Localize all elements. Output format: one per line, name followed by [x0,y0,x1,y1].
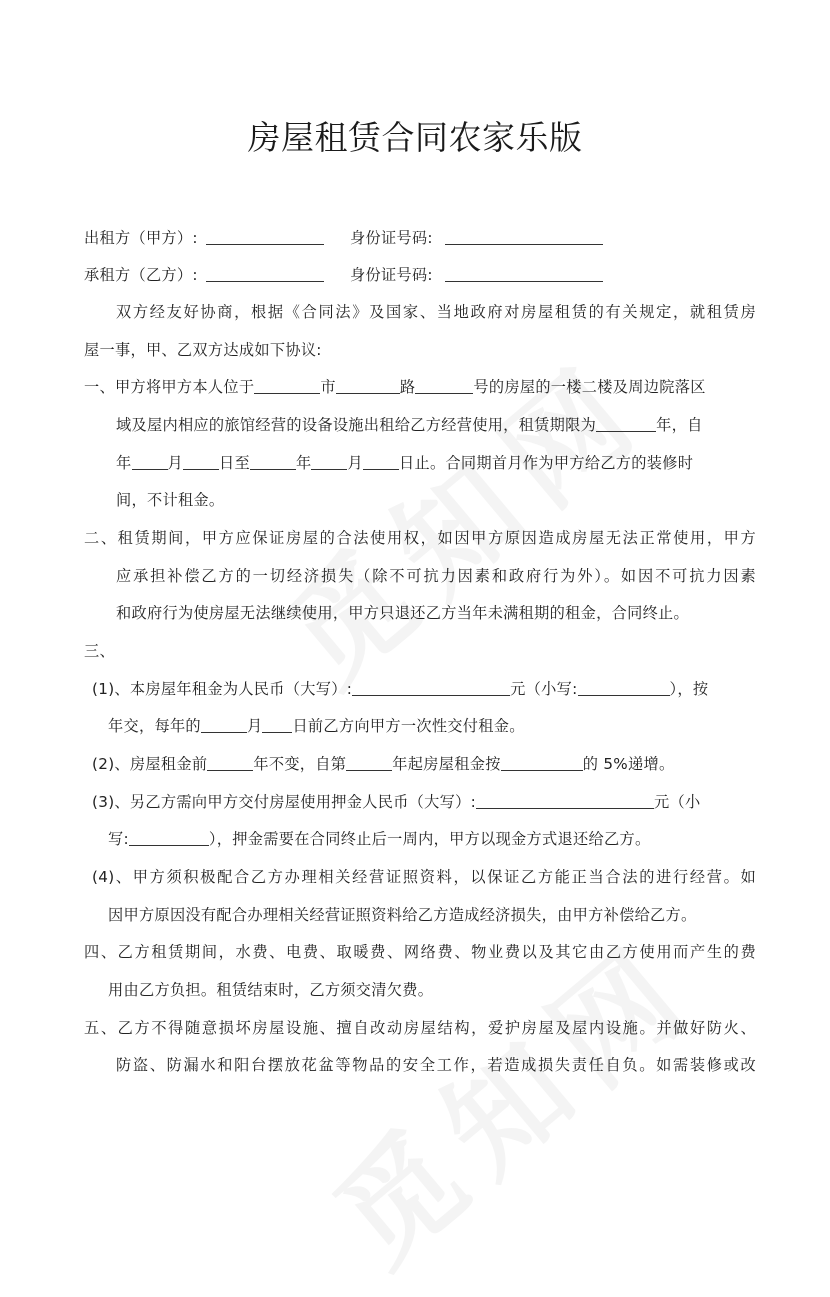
clause-text: 日止。合同期首月作为甲方给乙方的装修时 [398,454,694,472]
increase-start-year-blank[interactable] [346,755,392,771]
clause-text: 年 [295,454,312,472]
clause-text: (3)、另乙方需向甲方交付房屋使用押金人民币（大写）: [92,793,477,811]
clause-5-line: 五、乙方不得随意损坏房屋设施、擅自改动房屋结构，爱护房屋及屋内设施。并做好防火、 [84,1019,756,1037]
party-b-line [84,265,756,285]
clause-3-line [108,716,756,736]
clause-3-line [108,829,756,849]
clause-text: 年，自 [656,416,703,434]
clause-2-line: 二、租赁期间，甲方应保证房屋的合法使用权，如因甲方原因造成房屋无法正常使用，甲方 [84,529,756,547]
end-month-blank[interactable] [311,454,347,470]
clause-text: 日至 [219,454,250,472]
payment-month-blank[interactable] [201,717,247,733]
party-b-name-blank[interactable] [206,266,324,282]
clause-text: 年起房屋租金按 [392,755,501,773]
clause-text: 市 [320,378,336,396]
clause-3-line [92,792,756,812]
lease-term-blank[interactable] [596,416,656,432]
increase-base-blank[interactable] [501,755,583,771]
clause-1-line [84,377,756,397]
clause-1-line [116,453,756,473]
party-b-label: 承租方（乙方）: [84,266,198,284]
clause-4-line: 用由乙方负担。租赁结束时，乙方须交清欠费。 [108,981,434,999]
clause-text: 一、甲方将甲方本人位于 [84,378,255,396]
clause-text: 年 [116,454,132,472]
start-year-blank[interactable] [132,454,168,470]
fixed-years-blank[interactable] [207,755,253,771]
party-a-id-blank[interactable] [445,229,603,245]
party-a-name-blank[interactable] [206,229,324,245]
clause-text: (2)、房屋租金前 [92,755,208,773]
party-b-id-label: 身份证号码: [350,266,433,284]
clause-3-line: (4)、甲方须积极配合乙方办理相关经营证照资料，以保证乙方能正当合法的进行经营。如 [92,868,756,886]
city-blank[interactable] [254,378,320,394]
clause-1-line [116,415,756,435]
intro-line: 屋一事，甲、乙双方达成如下协议: [84,341,322,359]
clause-3-line: 因甲方原因没有配合办理相关经营证照资料给乙方造成经济损失，由甲方补偿给乙方。 [108,906,697,924]
clause-2-line: 和政府行为使房屋无法继续使用，甲方只退还乙方当年未满租期的租金，合同终止。 [116,604,690,622]
clause-text: 写: [108,830,129,848]
road-blank[interactable] [336,378,400,394]
number-blank[interactable] [415,378,473,394]
clause-text: 月 [246,717,263,735]
payment-day-blank[interactable] [262,717,292,733]
party-b-id-blank[interactable] [445,266,603,282]
document-title: 房屋租赁合同农家乐版 [247,118,583,157]
clause-text: ），押金需要在合同终止后一周内，甲方以现金方式退还给乙方。 [208,830,651,848]
start-month-blank[interactable] [183,454,219,470]
clause-text: 域及屋内相应的旅馆经营的设备设施出租给乙方经营使用，租赁期限为 [116,416,597,434]
clause-text: 的 5%递增。 [582,755,675,773]
clause-3-line [92,679,756,699]
clause-1-line: 间，不计租金。 [116,491,225,509]
end-year-blank[interactable] [250,454,296,470]
clause-text: (1)、本房屋年租金为人民币（大写）: [92,680,353,698]
deposit-figures-blank[interactable] [129,830,209,846]
annual-rent-words-blank[interactable] [352,680,510,696]
clause-text: 月 [167,454,183,472]
intro-line: 双方经友好协商，根据《合同法》及国家、当地政府对房屋租赁的有关规定，就租赁房 [116,303,756,321]
party-a-label: 出租方（甲方）: [84,229,198,247]
clause-text: ），按 [669,680,709,698]
deposit-words-blank[interactable] [476,793,654,809]
clause-text: 年不变，自第 [253,755,347,773]
clause-text: 年交，每年的 [108,717,201,735]
clause-5-line: 防盗、防漏水和阳台摆放花盆等物品的安全工作，若造成损失责任自负。如需装修或改 [116,1056,756,1074]
clause-text: 日前乙方向甲方一次性交付租金。 [292,717,525,735]
clause-text: 元（小 [654,793,701,811]
clause-text: 路 [399,378,416,396]
clause-text: 月 [347,454,363,472]
clause-3-heading: 三、 [84,642,115,660]
clause-4-line: 四、乙方租赁期间，水费、电费、取暖费、网络费、物业费以及其它由乙方使用而产生的费 [84,943,756,961]
end-day-blank[interactable] [363,454,399,470]
annual-rent-figures-blank[interactable] [578,680,670,696]
party-a-line [84,228,756,248]
clause-2-line: 应承担补偿乙方的一切经济损失（除不可抗力因素和政府行为外）。如因不可抗力因素 [116,567,756,585]
clause-text: 号的房屋的一楼二楼及周边院落区 [473,378,706,396]
clause-text: 元（小写: [510,680,578,698]
party-a-id-label: 身份证号码: [350,229,433,247]
clause-3-line [92,754,756,774]
